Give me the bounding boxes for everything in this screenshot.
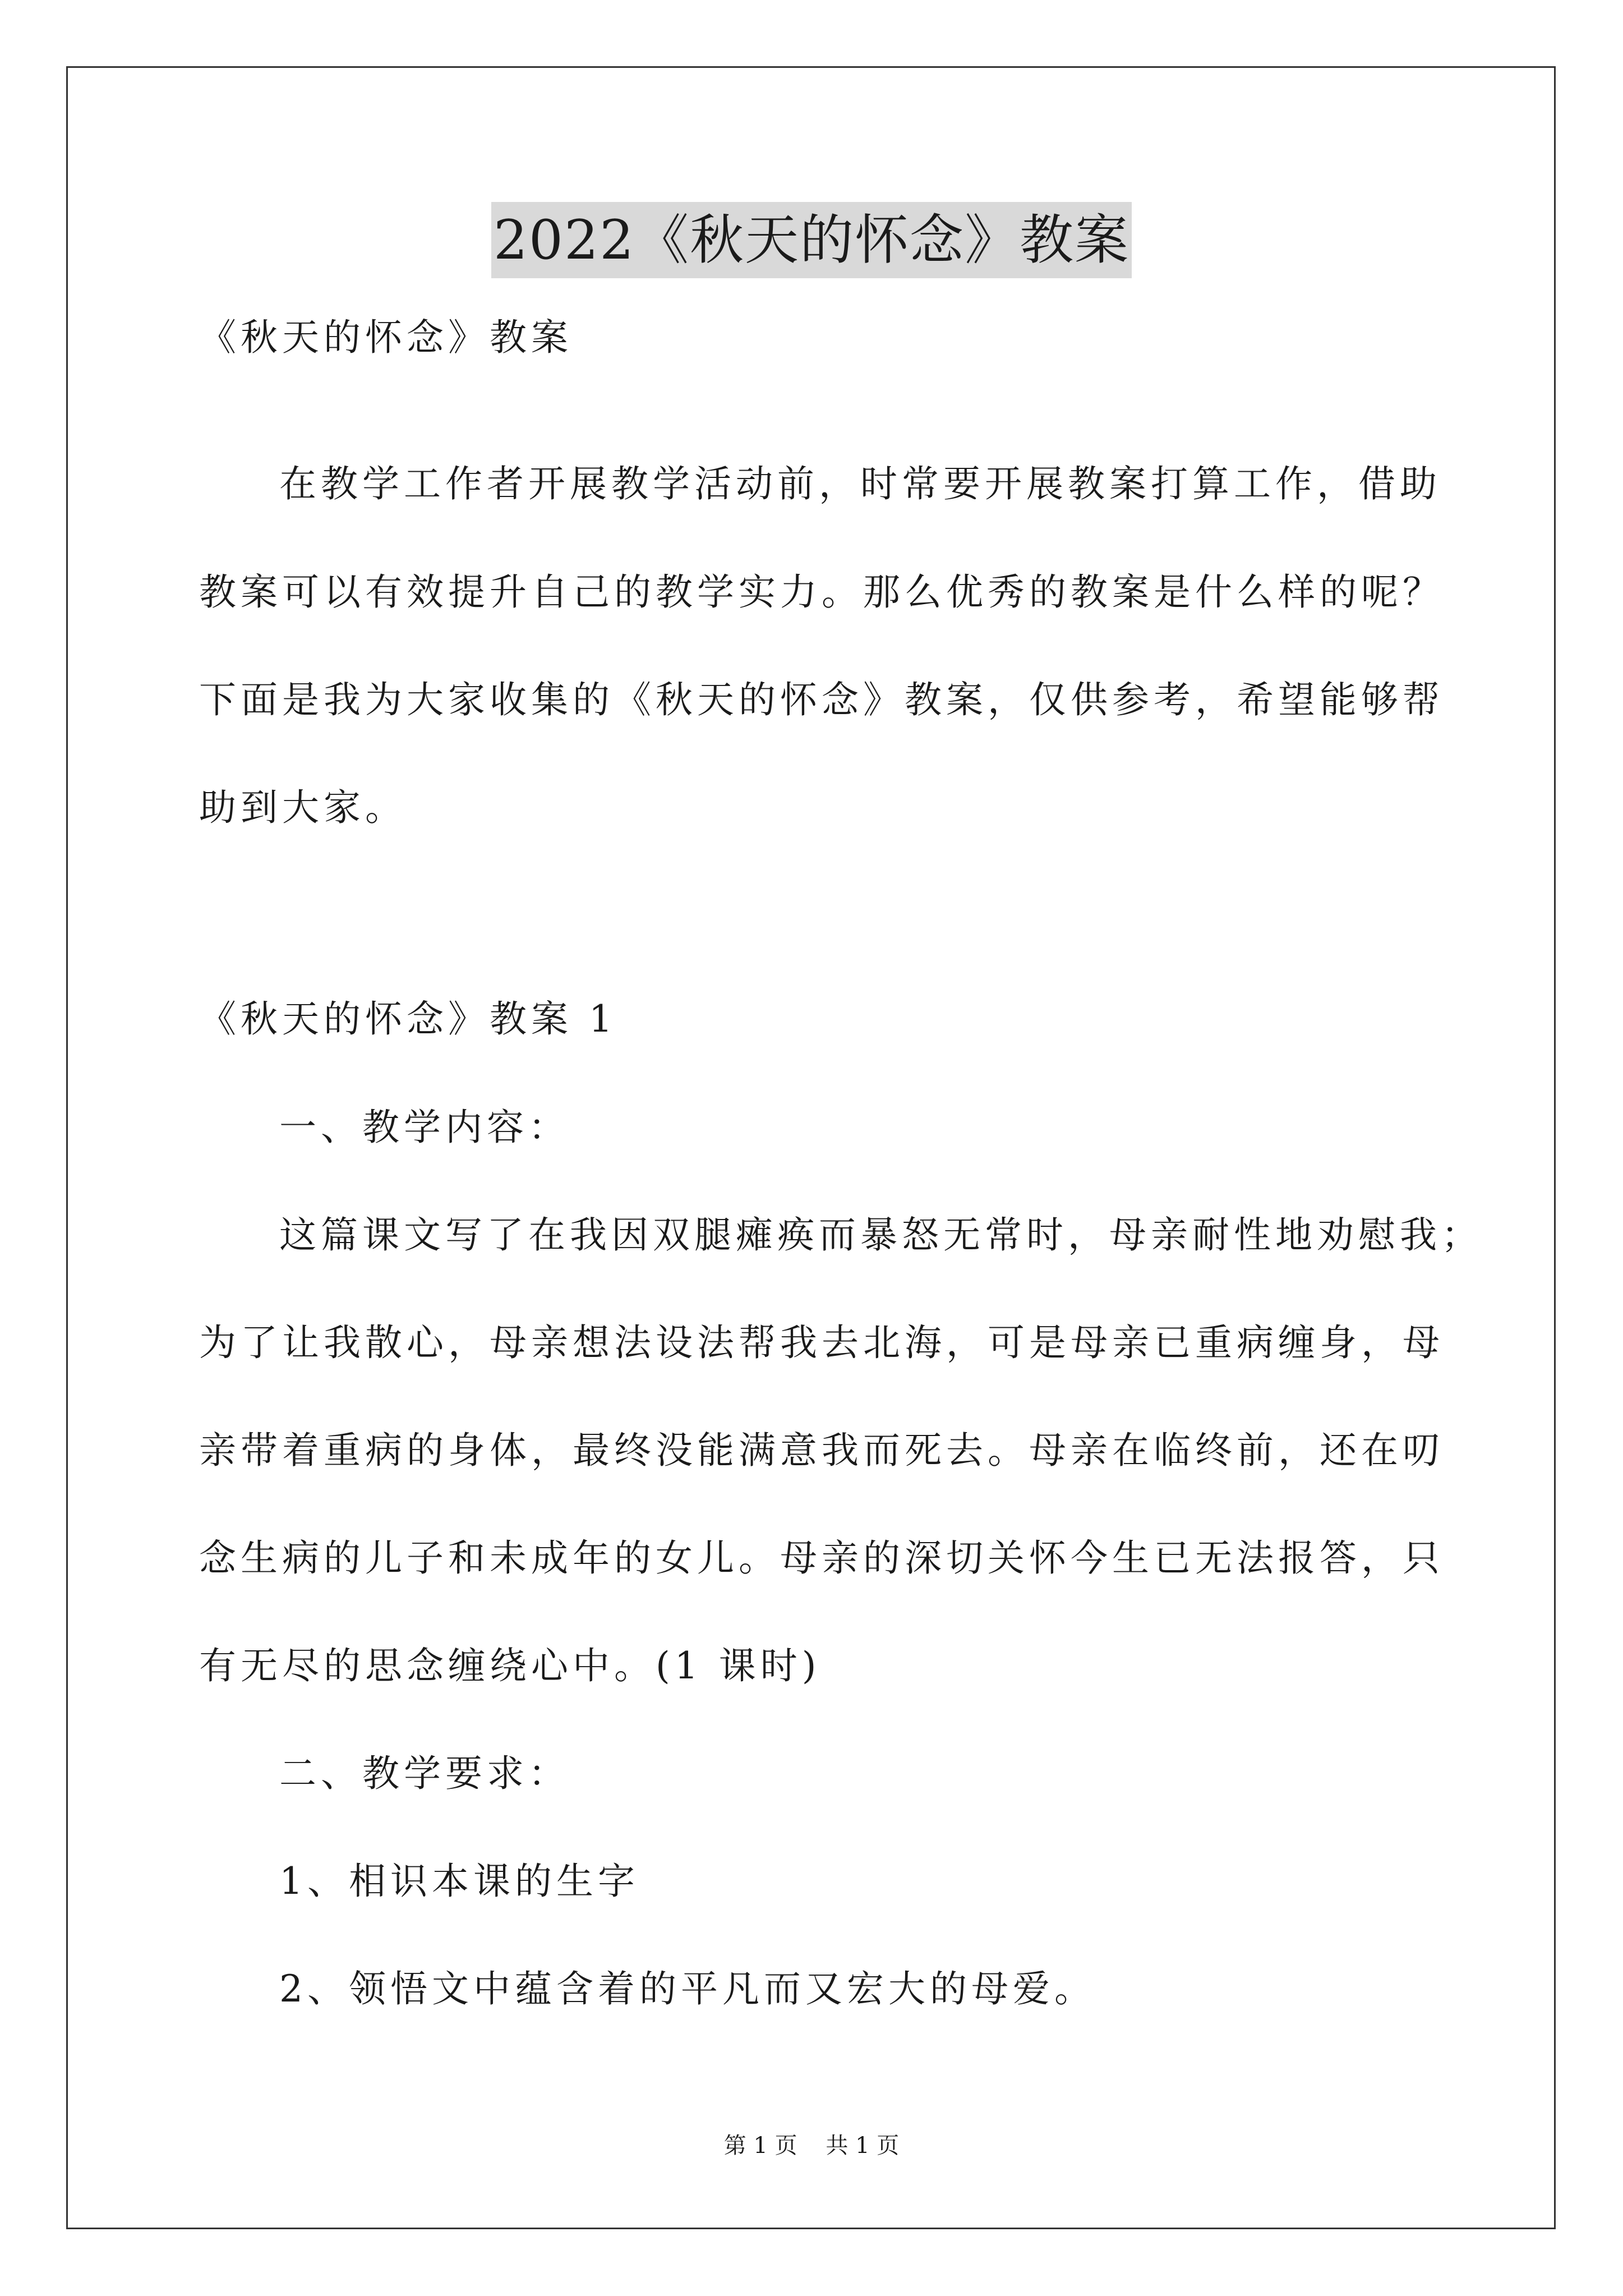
title-container (0, 202, 1623, 278)
content-line: 亲带着重病的身体，最终没能满意我而死去。母亲在临终前，还在叨 (199, 1429, 1444, 1472)
content-line: 有无尽的思念缠绕心中。(1 课时) (199, 1644, 821, 1687)
requirement-item: 2、领悟文中蕴含着的平凡而又宏大的母爱。 (279, 1967, 1096, 2010)
intro-line: 在教学工作者开展教学活动前，时常要开展教案打算工作，借助 (279, 462, 1441, 505)
content-heading: 一、教学内容： (279, 1106, 570, 1149)
document-title: 2022《秋天的怀念》教案 (491, 202, 1132, 278)
requirement-item: 1、相识本课的生字 (279, 1860, 639, 1903)
content-line: 念生病的儿子和未成年的女儿。母亲的深切关怀今生已无法报答，只 (199, 1536, 1444, 1580)
subtitle: 《秋天的怀念》教案 (199, 316, 573, 359)
page-number: 第 1 页 共 1 页 (723, 2133, 900, 2159)
intro-line: 教案可以有效提升自己的教学实力。那么优秀的教案是什么样的呢？ (199, 570, 1444, 614)
content-line: 这篇课文写了在我因双腿瘫痪而暴怒无常时，母亲耐性地劝慰我； (279, 1213, 1483, 1257)
section-heading: 《秋天的怀念》教案 1 (199, 997, 617, 1041)
requirements-heading: 二、教学要求： (279, 1752, 570, 1795)
intro-line: 下面是我为大家收集的《秋天的怀念》教案，仅供参考，希望能够帮 (199, 678, 1444, 721)
intro-line: 助到大家。 (199, 786, 407, 829)
content-line: 为了让我散心，母亲想法设法帮我去北海，可是母亲已重病缠身，母 (199, 1321, 1444, 1364)
